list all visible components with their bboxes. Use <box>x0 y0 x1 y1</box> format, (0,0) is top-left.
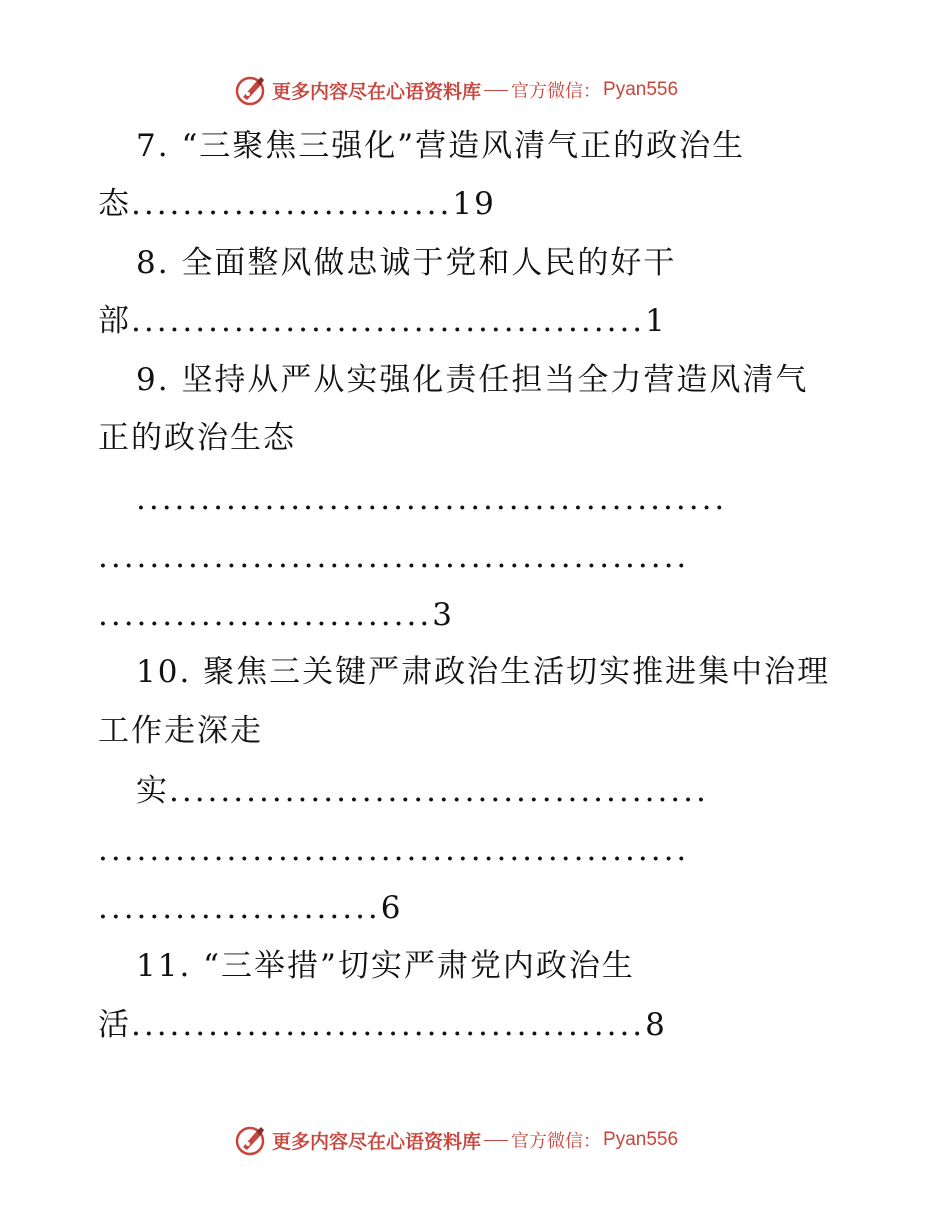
toc-title-cont: 实 <box>136 773 169 809</box>
toc-title: “三聚焦三强化”营造风清气正的政治生 <box>181 128 746 164</box>
toc-entry-10-line3 <box>136 771 709 811</box>
toc-page-number: 1 <box>645 303 667 339</box>
watermark-dash <box>484 90 508 91</box>
toc-page-number: 19 <box>452 186 496 222</box>
toc-leader-dots: ........................................ <box>131 303 646 339</box>
toc-title-cont: 活 <box>98 1007 131 1043</box>
watermark-brand: 更多内容尽在心语资料库 <box>272 1130 482 1153</box>
toc-entry-9-dots-line3 <box>98 595 454 635</box>
header-watermark <box>234 72 678 108</box>
toc-title-cont: 正的政治生态 <box>98 420 296 456</box>
toc-entry-9-line1 <box>136 360 808 400</box>
toc-title: 全面整风做忠诚于党和人民的好干 <box>181 245 677 281</box>
toc-page-number: 6 <box>380 890 403 926</box>
toc-entry-7-line2 <box>98 184 496 224</box>
toc-entry-9-dots-line1: .............................................. <box>136 481 728 517</box>
watermark-label: 官方微信： <box>511 81 602 102</box>
toc-entry-10-dots-line3 <box>98 888 403 928</box>
toc-entry-10-line2 <box>98 711 263 751</box>
toc-leader-dots: .......................................... <box>169 773 709 809</box>
watermark-label: 官方微信： <box>511 1131 602 1152</box>
watermark-brand: 更多内容尽在心语资料库 <box>272 80 482 103</box>
pen-logo-icon <box>234 73 268 107</box>
toc-number: 10. <box>136 654 192 690</box>
toc-leader-dots: .......................... <box>98 597 433 633</box>
toc-number: 9. <box>136 362 170 398</box>
toc-entry-8-line1 <box>136 243 676 283</box>
toc-entry-9-dots-line2: .............................................. <box>98 539 690 575</box>
toc-entry-10-dots-line2: .............................................. <box>98 832 690 868</box>
toc-number: 7. <box>136 128 170 164</box>
watermark-wechat-id: Pyan556 <box>603 1129 679 1150</box>
toc-page-number: 8 <box>645 1007 667 1043</box>
toc-title-cont: 部 <box>98 303 131 339</box>
toc-leader-dots: ...................... <box>98 890 381 926</box>
toc-title-cont: 工作走深走 <box>98 713 263 749</box>
toc-title: 坚持从严从实强化责任担当全力营造风清气 <box>181 362 809 398</box>
toc-page-number: 3 <box>432 597 454 633</box>
pen-logo-icon <box>234 1123 268 1157</box>
toc-entry-11-line1 <box>136 946 635 986</box>
toc-entry-9-line2 <box>98 418 296 458</box>
toc-entry-11-line2 <box>98 1005 667 1045</box>
toc-title: 聚焦三关键严肃政治生活切实推进集中治理 <box>203 654 831 690</box>
toc-title: “三举措”切实严肃党内政治生 <box>203 948 635 984</box>
toc-entry-7-line1 <box>136 126 745 166</box>
toc-entry-10-line1 <box>136 652 830 692</box>
toc-leader-dots: ......................... <box>131 186 453 222</box>
footer-watermark <box>234 1122 678 1158</box>
toc-number: 8. <box>136 245 170 281</box>
watermark-wechat-id: Pyan556 <box>603 79 679 100</box>
toc-title-cont: 态 <box>98 186 131 222</box>
toc-number: 11. <box>136 948 192 984</box>
toc-entry-8-line2 <box>98 301 667 341</box>
toc-leader-dots: ........................................ <box>131 1007 646 1043</box>
watermark-dash <box>484 1140 508 1141</box>
